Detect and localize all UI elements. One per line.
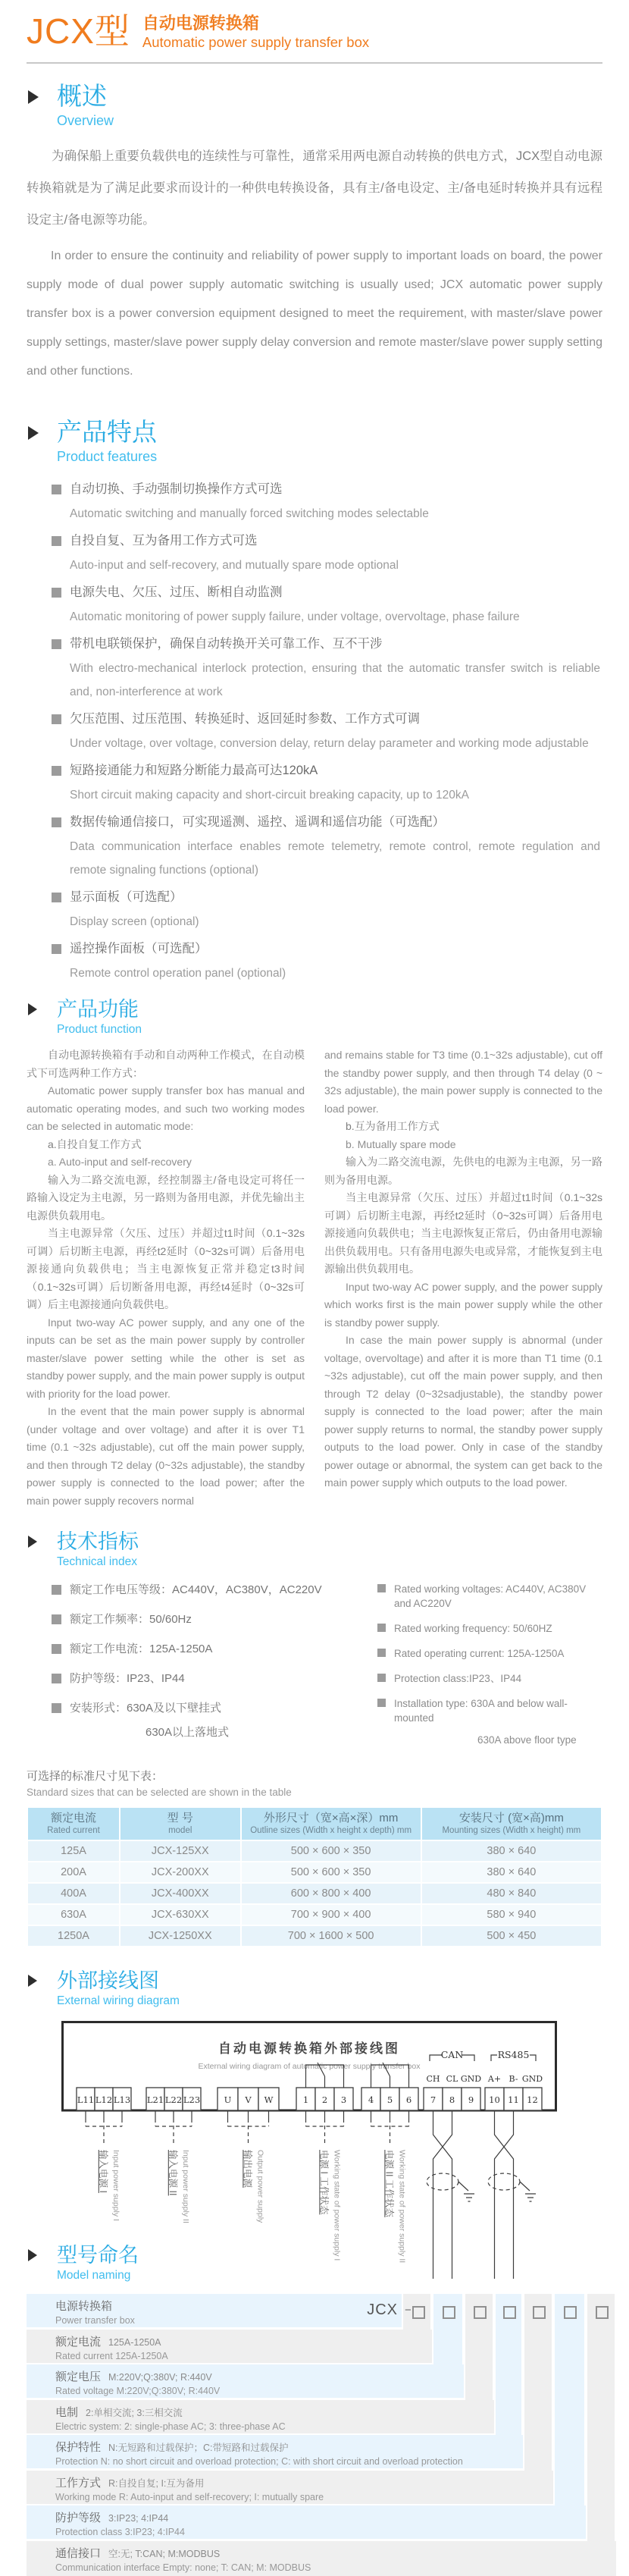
tech-item: Rated working voltages: AC440V, AC380V and AC220V [394, 1583, 587, 1609]
feature-en: Automatic monitoring of power supply failure, under voltage, overvoltage, phase failure [70, 610, 520, 623]
group-label-zh: 输入电源 I [98, 2150, 108, 2193]
function-paragraph: 当主电源异常（欠压、过压）并超过t1时间（0.1~32s可调）后切断主电源，再经t2延时（0~32s可调）后备用电源接通向负载供电；当主电源恢复正常并稳定t3时间（0.1~32s可调）后切断备用电源，再经t4延时（0~32s可调）后主电源接通向负载供电。 [27, 1227, 305, 1310]
naming-row-zh: 通信接口 [55, 2547, 102, 2560]
model-digit-box [564, 2306, 577, 2319]
naming-row-value: 125A-1250A [108, 2337, 161, 2348]
ground-icon [520, 2182, 536, 2201]
section-model-naming [27, 2243, 602, 2576]
feature-zh: 遥控操作面板（可选配） [70, 942, 208, 955]
terminal-label: 1 [302, 2094, 309, 2105]
bullet-square-icon [52, 1614, 61, 1624]
feature-item [52, 884, 602, 933]
bullet-square-icon [377, 1699, 386, 1707]
naming-row-value: M:220V;Q:380V; R:440V [108, 2372, 212, 2383]
feature-en: Data communication interface enables remote telemetry, remote control, remote regulation and remote signaling functions (optional) [70, 840, 600, 877]
triangle-marker-icon [28, 90, 39, 104]
ground-icon [458, 2182, 474, 2201]
bullet-square-icon [52, 1644, 61, 1654]
triangle-marker-icon [28, 2249, 37, 2261]
features-heading-zh: 产品特点 [57, 418, 157, 446]
terminal-label: U [224, 2094, 232, 2105]
tech-item: Installation type: 630A and below wall-mounted [394, 1698, 568, 1724]
naming-row-en: Rated current 125A-1250A [55, 2351, 168, 2361]
product-model: JCX型 [27, 11, 130, 51]
terminal-label: W [264, 2094, 274, 2105]
naming-row [27, 2541, 616, 2576]
model-digit-box [596, 2306, 609, 2319]
tech-item: Rated operating current: 125A-1250A [394, 1648, 565, 1659]
function-column-right [324, 1046, 602, 1510]
function-paragraph: and remains stable for T3 time (0.1~32s adjustable), cut off the standby power supply, and then through T4 delay (0 ~ 32s adjustable), the main power supply is connected to the load power. [324, 1049, 602, 1115]
bullet-square-icon [52, 1585, 61, 1595]
wiring-heading-en: External wiring diagram [57, 1994, 180, 2007]
section-wiring-heading [27, 1969, 602, 2009]
naming-row-en: Electric system: 2: single-phase AC; 3: three-phase AC [55, 2421, 286, 2432]
tech-item: 安装形式：630A及以下壁挂式 [70, 1702, 222, 1715]
wiring-heading-zh: 外部接线图 [57, 1969, 159, 1992]
product-header [27, 9, 602, 53]
group-label-en: Working state of power supply I [332, 2150, 342, 2261]
feature-item [52, 809, 602, 882]
naming-row-zh: 额定电压 [55, 2370, 102, 2383]
tech-item: Protection class:IP23、IP44 [394, 1673, 522, 1684]
function-column-left [27, 1046, 305, 1510]
terminal-label: 3 [340, 2094, 347, 2105]
bullet-square-icon [52, 766, 61, 776]
bullet-square-icon [52, 485, 61, 494]
function-paragraph: 当主电源异常（欠压、过压）并超过t1时间（0.1~32s可调）后切断主电源，再经t2延时（0~32s可调）后备用电源接通向负载供电；当主电源恢复正常后，仍由备用电源输出供负载用电。只有备用电源失电或异常，才能恢复到主电源输出供负载用电。 [324, 1191, 602, 1275]
tech-item: 额定工作电流：125A-1250A [70, 1643, 213, 1655]
pin-label: A+ [487, 2074, 502, 2084]
naming-row-zh: 电制 [55, 2406, 79, 2419]
overview-paragraph-zh: 为确保船上重要负载供电的连续性与可靠性，通常采用两电源自动转换的供电方式，JCX型自动电源转换箱就是为了满足此要求而设计的一种供电转换设备，具有主/备电设定、主/备电延时转换并具有远程设定主/备电源等功能。 [27, 149, 602, 227]
function-paragraph: a.自投自复工作方式 [48, 1137, 142, 1150]
pin-label: CH [426, 2074, 440, 2084]
naming-row [27, 2471, 553, 2504]
feature-en: Display screen (optional) [70, 915, 199, 928]
rs485-label: RS485 [497, 2049, 530, 2060]
cable-shield-icon [488, 2173, 520, 2190]
function-columns [27, 1046, 602, 1510]
naming-row-en: Working mode R: Auto-input and self-recovery; I: mutually spare [55, 2492, 324, 2502]
naming-row-en: Protection N: no short circuit and overload protection; C: with short circuit and overload protection [55, 2456, 463, 2467]
function-paragraph: In case the main power supply is abnormal (under voltage, overvoltage) and after it is more than T1 time (0.1 ~32s adjustable), cut off the main power supply, and then through T2 delay (0~32sadjustable), the standby power supply is connected to the load power; after the main power supply returns to normal, the standby power supply outputs to the load power. Only in case of the standby power outage or abnormal, the system can get back to the main power supply which outputs to the load power. [324, 1334, 602, 1489]
feature-zh: 数据传输通信接口，可实现遥测、遥控、遥调和遥信功能（可选配） [70, 815, 445, 829]
feature-item [52, 476, 602, 526]
bullet-square-icon [52, 944, 61, 954]
sizes-note-en: Standard sizes that can be selected are shown in the table [27, 1787, 292, 1798]
feature-en: Short circuit making capacity and short-circuit breaking capacity, up to 120kA [70, 789, 469, 802]
feature-en: Remote control operation panel (optional) [70, 967, 286, 980]
group-label-en: Output power supply [255, 2150, 265, 2223]
product-title-zh: 自动电源转换箱 [142, 14, 259, 33]
table-row: 200A JCX-200XX 500 × 600 × 350 380 × 640 [28, 1862, 601, 1882]
model-naming-diagram [27, 2294, 616, 2576]
naming-row-value: R:自投自复; I:互为备用 [108, 2478, 205, 2489]
function-paragraph: In the event that the main power supply is abnormal (under voltage and over voltage) and after it is over T1 time (0.1 ~32s adjustable), cut off the main power supply, and then through T2 delay (0~32s adjustable), the standby power supply is connected to the load power; after the main power supply recovers normal [27, 1405, 305, 1507]
naming-row-value: 空:无; T:CAN; M:MODBUS [108, 2549, 221, 2559]
group-label-en: Input power supply II [181, 2150, 190, 2223]
naming-row-en: Communication interface Empty: none; T: CAN; M: MODBUS [55, 2562, 311, 2573]
model-digit-box [474, 2306, 487, 2319]
terminal-label: 9 [468, 2094, 474, 2105]
product-title-en: Automatic power supply transfer box [142, 34, 370, 50]
column-header: 型 号 model [120, 1808, 240, 1840]
group-wires [86, 2110, 409, 2144]
naming-row [27, 2400, 494, 2433]
function-paragraph: 自动电源转换箱有手动和自动两种工作模式，在自动模式下可选两种工作方式： [27, 1049, 305, 1079]
tech-item: 额定工作电压等级：AC440V，AC380V，AC220V [70, 1583, 322, 1596]
bullet-square-icon [52, 714, 61, 724]
bullet-square-icon [377, 1624, 386, 1632]
feature-zh: 带机电联锁保护，确保自动转换开关可靠工作、互不干涉 [70, 637, 383, 651]
naming-row-value: N:无短路和过载保护；C:带短路和过载保护 [108, 2443, 289, 2453]
section-overview-heading [27, 82, 602, 130]
feature-item [52, 528, 602, 577]
group-label-zh: 输入电源 II [167, 2150, 178, 2196]
group-label-zh: 电源 I 工作状态 [318, 2150, 330, 2215]
table-row: 630A JCX-630XX 700 × 900 × 400 580 × 940 [28, 1905, 601, 1925]
naming-row [27, 2435, 523, 2468]
header-divider [27, 62, 602, 64]
overview-paragraph-en: In order to ensure the continuity and reliability of power supply to important loads on board, the power supply mode of dual power supply automatic switching is usually used; JCX automatic power supply transfer box is a power conversion equipment designed to meet the requirement, with master/slave power supply settings, master/slave power supply delay conversion and remote master/slave power supply setting and other functions. [27, 249, 602, 378]
triangle-marker-icon [28, 1975, 37, 1987]
naming-heading-en: Model naming [57, 2269, 131, 2282]
terminal-label: L21 [146, 2094, 164, 2105]
function-heading-en: Product function [57, 1023, 142, 1036]
overview-heading-zh: 概述 [57, 82, 107, 110]
naming-row-zh: 保护特性 [55, 2441, 102, 2454]
tech-item-line2: 630A以上落地式 [146, 1726, 230, 1739]
section-tech-heading [27, 1530, 602, 1570]
bullet-square-icon [52, 588, 61, 598]
group-label-en: Input power supply I [111, 2150, 120, 2221]
feature-item [52, 706, 602, 755]
naming-row-en: Protection class 3:IP23; 4:IP44 [55, 2527, 185, 2537]
can-label: CAN [440, 2049, 464, 2060]
group-label-en: Working state of power supply II [397, 2150, 407, 2264]
group-label-zh: 电源 II 工作状态 [383, 2150, 395, 2217]
pin-label: GND [521, 2074, 543, 2084]
naming-heading-zh: 型号命名 [57, 2244, 139, 2267]
naming-row [27, 2330, 432, 2363]
terminal-label: L23 [183, 2094, 201, 2105]
pin-label: GND [460, 2074, 482, 2084]
naming-row-value: 3:IP23; 4:IP44 [108, 2513, 169, 2524]
terminal-label: 7 [430, 2094, 437, 2105]
triangle-marker-icon [28, 1536, 37, 1548]
feature-zh: 显示面板（可选配） [70, 890, 183, 904]
terminal-label: 8 [449, 2094, 455, 2105]
overview-heading-en: Overview [57, 113, 114, 128]
bullet-square-icon [377, 1584, 386, 1592]
bullet-square-icon [52, 1703, 61, 1713]
pin-label: B- [509, 2074, 518, 2084]
pin-label: CL [446, 2074, 458, 2084]
column-header: 外形尺寸（宽×高×深）mm Outline sizes (Width x height x depth) mm [242, 1808, 421, 1840]
function-paragraph: a. Auto-input and self-recovery [48, 1156, 192, 1168]
function-paragraph: b.互为备用工作方式 [346, 1120, 440, 1132]
bullet-square-icon [52, 817, 61, 827]
bullet-square-icon [52, 536, 61, 546]
naming-row-value: 2:单相交流; 3:三相交流 [86, 2408, 183, 2418]
tech-column-en [377, 1582, 602, 1758]
bullet-square-icon [377, 1674, 386, 1682]
feature-item [52, 936, 602, 985]
terminal-label: 5 [386, 2094, 393, 2105]
naming-row [27, 2505, 586, 2539]
naming-row-zh: 额定电流 [55, 2336, 102, 2349]
terminal-label: 11 [508, 2094, 519, 2105]
model-digit-box [503, 2306, 516, 2319]
triangle-marker-icon [28, 426, 39, 440]
feature-zh: 自投自复、互为备用工作方式可选 [70, 534, 258, 548]
terminal-label: 12 [527, 2094, 538, 2105]
tech-item: Rated working frequency: 50/60HZ [394, 1623, 552, 1634]
feature-zh: 短路接通能力和短路分断能力最高可达120kA [70, 764, 318, 777]
feature-zh: 电源失电、欠压、过压、断相自动监测 [70, 585, 283, 599]
naming-row-zh: 防护等级 [55, 2512, 102, 2524]
table-header-row [28, 1808, 601, 1840]
bullet-square-icon [377, 1649, 386, 1657]
feature-item [52, 579, 602, 629]
model-prefix: JCX [367, 2301, 398, 2318]
terminal-label: L22 [164, 2094, 183, 2105]
tech-heading-en: Technical index [57, 1555, 137, 1568]
section-features-heading [27, 418, 602, 466]
diagram-title-en: External wiring diagram of automatic power supply transfer box [198, 2062, 421, 2071]
naming-row-zh: 电源转换箱 [55, 2300, 113, 2313]
bullet-square-icon [52, 639, 61, 649]
model-digit-box [533, 2306, 546, 2319]
cable-shield-icon [427, 2173, 458, 2190]
function-heading-zh: 产品功能 [57, 998, 139, 1021]
terminal-label: 10 [489, 2094, 500, 2105]
triangle-marker-icon [28, 1003, 37, 1015]
tech-item: 额定工作频率：50/60Hz [70, 1613, 192, 1626]
model-dash: − [405, 2304, 412, 2317]
feature-item [52, 758, 602, 807]
feature-item [52, 631, 602, 704]
column-header: 安装尺寸 (宽×高)mm Mounting sizes (Width x height) mm [422, 1808, 601, 1840]
group-label-zh: 输出电源 [242, 2150, 253, 2189]
naming-row [27, 2294, 402, 2327]
column-header: 额定电流 Rated current [28, 1808, 119, 1840]
diagram-title-zh: 自动电源转换箱外部接线图 [218, 2041, 400, 2057]
naming-row-en: Rated voltage M:220V;Q:380V; R:440V [55, 2386, 221, 2396]
table-row: 125A JCX-125XX 500 × 600 × 350 380 × 640 [28, 1841, 601, 1861]
table-row: 1250A JCX-1250XX 700 × 1600 × 500 500 × 450 [28, 1926, 601, 1946]
terminal-label: L11 [77, 2094, 95, 2105]
naming-row-zh: 工作方式 [55, 2477, 102, 2490]
features-heading-en: Product features [57, 449, 158, 464]
terminal-label: 2 [321, 2094, 328, 2105]
bullet-square-icon [52, 1674, 61, 1683]
tech-column-zh [52, 1582, 377, 1758]
tech-columns [27, 1582, 602, 1758]
terminal-strip [77, 2088, 542, 2110]
function-paragraph: Input two-way AC power supply, and the power supply which works first is the main power supply while the other is standby power supply. [324, 1280, 602, 1329]
feature-en: Automatic switching and manually forced switching modes selectable [70, 507, 429, 520]
tech-item-line2: 630A above floor type [477, 1734, 577, 1746]
section-naming-heading [27, 2243, 602, 2283]
terminal-label: V [245, 2094, 252, 2105]
feature-en: With electro-mechanical interlock protection, ensuring that the automatic transfer switch is reliable and, non-interference at work [70, 662, 600, 698]
standard-sizes-table [27, 1806, 602, 1947]
sizes-note-zh: 可选择的标准尺寸见下表： [27, 1770, 164, 1783]
naming-row [27, 2364, 464, 2398]
features-list [27, 476, 602, 985]
terminal-label: L13 [113, 2094, 131, 2105]
function-paragraph: 输入为二路交流电源，先供电的电源为主电源，另一路则为备用电源。 [324, 1156, 602, 1186]
bullet-square-icon [52, 893, 61, 902]
feature-zh: 欠压范围、过压范围、转换延时、返回延时参数、工作方式可调 [70, 712, 420, 726]
function-paragraph: Automatic power supply transfer box has manual and automatic operating modes, and such two working modes can be selected in automatic mode: [27, 1084, 305, 1132]
function-paragraph: 输入为二路交流电源，经控制器主/备电设定可将任一路输入设定为主电源，另一路则为备用电源，并优先输出主电源供负载用电。 [27, 1173, 305, 1222]
tech-item: 防护等级：IP23、IP44 [70, 1672, 185, 1685]
terminal-label: L12 [95, 2094, 113, 2105]
function-paragraph: b. Mutually spare mode [346, 1137, 456, 1150]
model-digit-box [443, 2306, 455, 2319]
table-row: 400A JCX-400XX 600 × 800 × 400 480 × 840 [28, 1884, 601, 1903]
model-digit-box [412, 2306, 425, 2319]
terminal-label: 6 [405, 2094, 412, 2105]
tech-heading-zh: 技术指标 [57, 1530, 139, 1553]
feature-zh: 自动切换、手动强制切换操作方式可选 [70, 482, 283, 496]
feature-en: Auto-input and self-recovery, and mutually spare mode optional [70, 559, 399, 572]
naming-row-en: Power transfer box [55, 2315, 135, 2326]
function-paragraph: Input two-way AC power supply, and any one of the inputs can be set as the main power supply by controller master/slave power setting while the other is set as standby power supply, and the main power supply is output with priority for the load power. [27, 1316, 305, 1400]
section-function-heading [27, 997, 602, 1037]
feature-en: Under voltage, over voltage, conversion delay, return delay parameter and working mode adjustable [70, 737, 589, 750]
terminal-label: 4 [368, 2094, 374, 2105]
